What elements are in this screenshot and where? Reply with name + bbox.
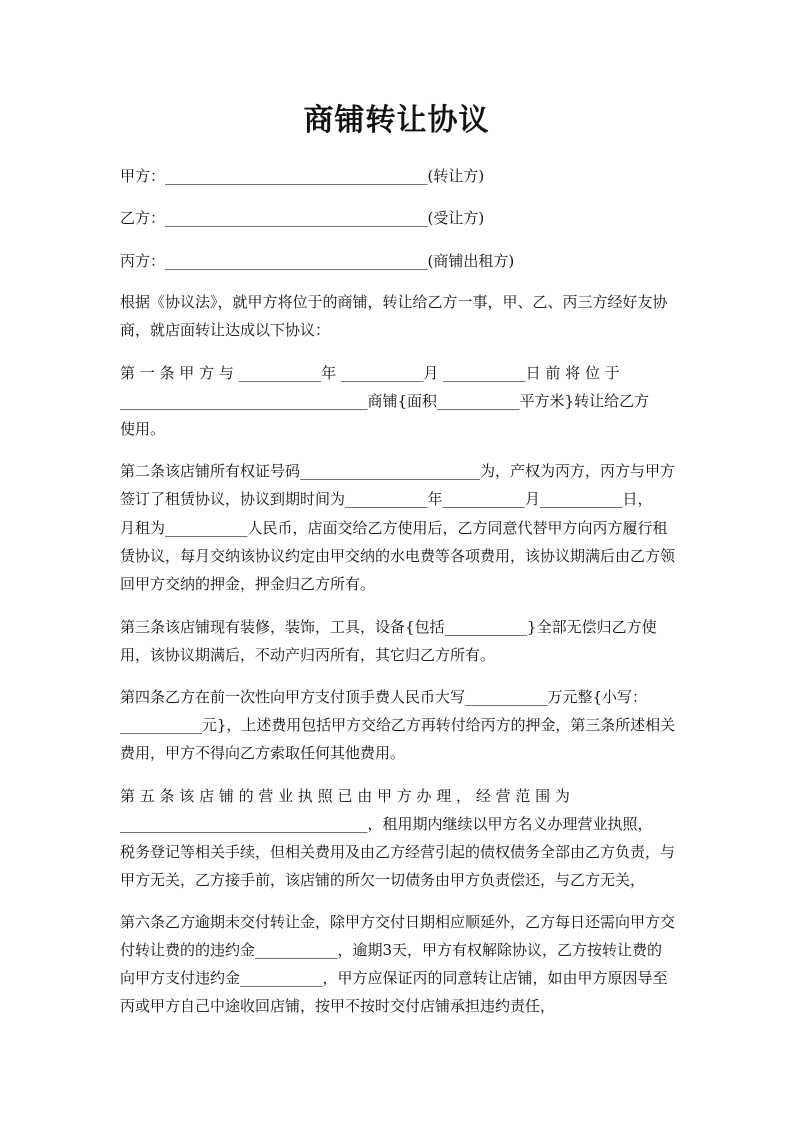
article2-line-3: 月租为___________人民币，店面交给乙方使用后，乙方同意代替甲方向丙方履行租 bbox=[120, 519, 668, 537]
article5-line-1: 第 五 条 该 店 铺 的 营 业 执 照 已 由 甲 方 办 理 ， 经 营 范 围 为 bbox=[120, 787, 570, 805]
article2-line-1: 第二条该店铺所有权证号码________________________为，产权为丙方，丙方与甲方 bbox=[120, 462, 676, 480]
article4-line-1: 第四条乙方在前一次性向甲方支付顶手费人民币大写___________万元整{小写： bbox=[120, 688, 648, 706]
article6-line-3: 向甲方支付违约金___________，甲方应保证丙的同意转让店铺，如由甲方原因导至 bbox=[120, 969, 668, 987]
article6-line-4: 丙或甲方自己中途收回店铺，按甲不按时交付店铺承担违约责任， bbox=[120, 997, 556, 1015]
intro-line-1: 根据《协议法》，就甲方将位于的商铺，转让给乙方一事，甲、乙、丙三方经好友协 bbox=[120, 293, 668, 311]
article2-line-5: 回甲方交纳的押金，押金归乙方所有。 bbox=[120, 575, 376, 593]
article1-line-3: 使用。 bbox=[120, 420, 166, 438]
article5-line-2: _________________________________，租用期内继续以甲方名义办理营业执照， bbox=[120, 815, 653, 833]
intro-line-2: 商，就店面转让达成以下协议： bbox=[120, 321, 331, 339]
article2-line-2: 签订了租赁协议，协议到期时间为___________年___________月___________日， bbox=[120, 490, 653, 508]
article5-line-3: 税务登记等相关手续，但相关费用及由乙方经营引起的债权债务全部由乙方负责，与 bbox=[120, 843, 676, 861]
party-b-line: 乙方：___________________________________(受让方) bbox=[120, 209, 485, 227]
article1-line-2: _________________________________商铺{面积___________平方米}转让给乙方 bbox=[120, 392, 650, 410]
article6-line-2: 付转让费的的违约金___________，逾期3天，甲方有权解除协议，乙方按转让费的 bbox=[120, 941, 663, 959]
article4-line-2: ___________元}，上述费用包括甲方交给乙方再转付给丙方的押金，第三条所述相关 bbox=[120, 716, 676, 734]
article3-line-2: 用，该协议期满后，不动产归丙所有，其它归乙方所有。 bbox=[120, 646, 496, 664]
article6-line-1: 第六条乙方逾期未交付转让金，除甲方交付日期相应顺延外，乙方每日还需向甲方交 bbox=[120, 913, 676, 931]
party-c-line: 丙方：___________________________________(商铺出租方) bbox=[120, 252, 515, 270]
article4-line-3: 费用，甲方不得向乙方索取任何其他费用。 bbox=[120, 744, 406, 762]
article5-line-4: 甲方无关，乙方接手前，该店铺的所欠一切债务由甲方负责偿还，与乙方无关， bbox=[120, 871, 646, 889]
article1-line-1: 第 一 条 甲 方 与 ___________年 ___________月 ___________日 前 将 位 于 bbox=[120, 364, 620, 382]
document-title: 商铺转让协议 bbox=[303, 103, 490, 138]
article2-line-4: 赁协议，每月交纳该协议约定由甲交纳的水电费等各项费用，该协议期满后由乙方领 bbox=[120, 547, 676, 565]
party-a-line: 甲方：___________________________________(转让方) bbox=[120, 167, 485, 185]
article3-line-1: 第三条该店铺现有装修，装饰，工具，设备{包括___________}全部无偿归乙方使 bbox=[120, 618, 657, 636]
